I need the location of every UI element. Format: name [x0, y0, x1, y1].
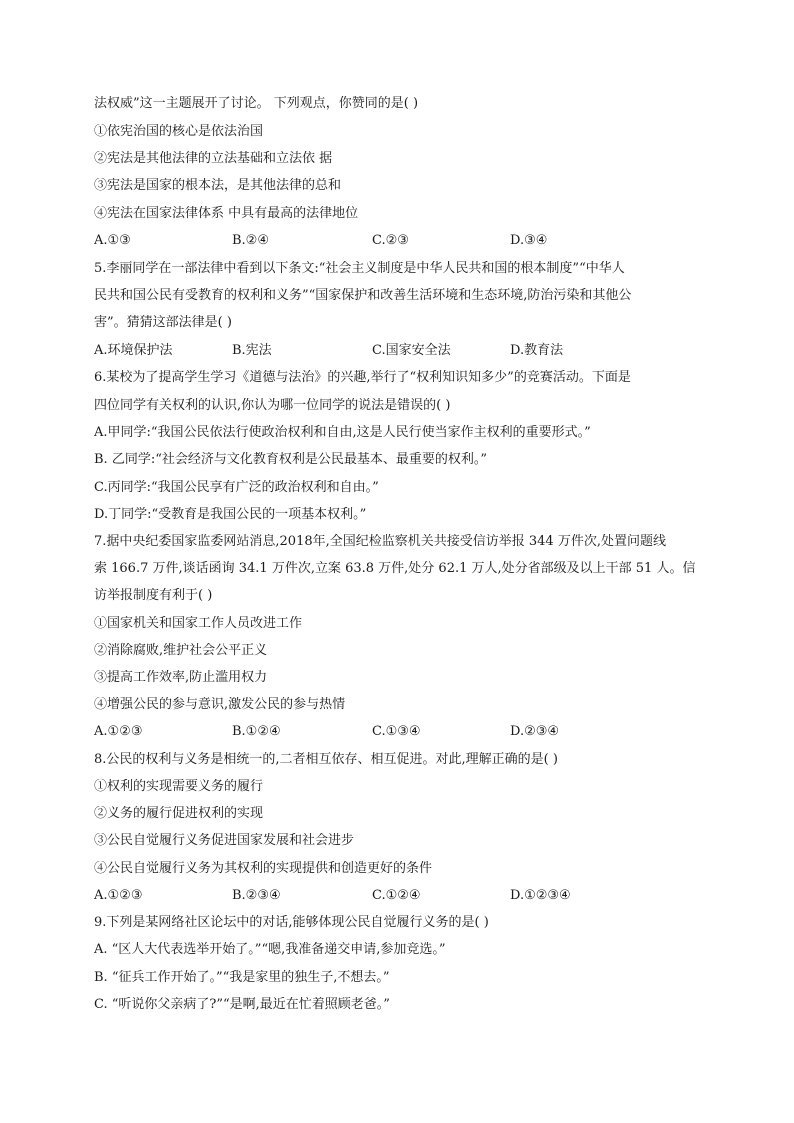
q4-option-b[interactable]: B.②④: [232, 233, 269, 248]
q4-option-c[interactable]: C.②③: [372, 233, 409, 248]
q5-option-d[interactable]: D.教育法: [510, 343, 564, 358]
q9-choice-a[interactable]: A. “区人大代表选举开始了。”“嗯,我准备递交申请,参加竞选。”: [94, 942, 446, 957]
q5-option-b[interactable]: B.宪法: [232, 343, 272, 358]
q8-statement-3: ③公民自觉履行义务促进国家发展和社会进步: [94, 833, 355, 848]
q7-option-b[interactable]: B.①②④: [232, 724, 281, 739]
q8-option-d[interactable]: D.①②③④: [510, 888, 571, 903]
q7-stem-line-2: 索 166.7 万件,谈话函询 34.1 万件次,立案 63.8 万件,处分 62.1 万人,处分省部级及以上干部 51 人。信: [94, 561, 696, 576]
q8-option-a[interactable]: A.①②③: [94, 888, 143, 903]
q8-statement-2: ②义务的履行促进权利的实现: [94, 806, 264, 821]
q9-stem: 9.下列是某网络社区论坛中的对话,能够体现公民自觉履行义务的是( ): [94, 915, 489, 930]
q7-options: [94, 724, 714, 740]
q7-statement-1: ①国家机关和国家工作人员改进工作: [94, 616, 303, 631]
q6-choice-d[interactable]: D.丁同学:“受教育是我国公民的一项基本权利。”: [94, 507, 367, 522]
q5-stem-line-2: 民共和国公民有受教育的权利和义务”“国家保护和改善生活环境和生态环境,防治污染和其他公: [94, 288, 632, 303]
q6-stem-line-1: 6.某校为了提高学生学习《道德与法治》的兴趣,举行了“权利知识知多少”的竞赛活动。下面是: [94, 370, 631, 385]
q4-statement-2: ②宪法是其他法律的立法基础和立法依 据: [94, 151, 333, 166]
q8-options: [94, 888, 714, 904]
q6-stem-line-2: 四位同学有关权利的认识,你认为哪一位同学的说法是错误的( ): [94, 398, 451, 413]
q5-stem-line-1: 5.李丽同学在一部法律中看到以下条文:“社会主义制度是中华人民共和国的根本制度”“中华人: [94, 261, 625, 276]
q8-stem: 8.公民的权利与义务是相统一的,二者相互依存、相互促进。对此,理解正确的是( ): [94, 752, 558, 767]
q6-choice-a[interactable]: A.甲同学:“我国公民依法行使政治权利和自由,这是人民行使当家作主权利的重要形式。”: [94, 425, 591, 440]
q6-choice-b[interactable]: B. 乙同学:“社会经济与文化教育权利是公民最基本、最重要的权利。”: [94, 452, 487, 467]
q5-option-a[interactable]: A.环境保护法: [94, 343, 173, 358]
question-4-stem-tail: 法权威”这一主题展开了讨论。 下列观点，你赞同的是( ): [94, 96, 419, 111]
q8-statement-1: ①权利的实现需要义务的履行: [94, 779, 264, 794]
q7-stem-line-3: 访举报制度有利于( ): [94, 588, 213, 603]
q9-choice-c[interactable]: C. “听说你父亲病了?”“是啊,最近在忙着照顾老爸。”: [94, 997, 390, 1012]
q5-options: [94, 343, 714, 359]
q4-statement-3: ③宪法是国家的根本法，是其他法律的总和: [94, 178, 342, 193]
q7-option-d[interactable]: D.②③④: [510, 724, 560, 739]
q7-option-a[interactable]: A.①②③: [94, 724, 143, 739]
q7-option-c[interactable]: C.①③④: [372, 724, 421, 739]
q5-stem-line-3: 害”。猜猜这部法律是( ): [94, 315, 232, 330]
q7-statement-2: ②消除腐败,维护社会公平正义: [94, 643, 268, 658]
q4-option-a[interactable]: A.①③: [94, 233, 131, 248]
q4-statement-1: ①依宪治国的核心是依法治国: [94, 124, 264, 139]
q8-statement-4: ④公民自觉履行义务为其权利的实现提供和创造更好的条件: [94, 861, 433, 876]
q4-options: [94, 233, 714, 249]
q6-choice-c[interactable]: C.丙同学:“我国公民享有广泛的政治权利和自由。”: [94, 480, 379, 495]
q5-option-c[interactable]: C.国家安全法: [372, 343, 451, 358]
q8-option-b[interactable]: B.②③④: [232, 888, 281, 903]
q4-statement-4: ④宪法在国家法律体系 中具有最高的法律地位: [94, 206, 359, 221]
q4-option-d[interactable]: D.③④: [510, 233, 548, 248]
q8-option-c[interactable]: C.①②④: [372, 888, 421, 903]
q7-statement-3: ③提高工作效率,防止滥用权力: [94, 670, 268, 685]
q9-choice-b[interactable]: B. “征兵工作开始了。”“我是家里的独生子,不想去。”: [94, 970, 390, 985]
q7-statement-4: ④增强公民的参与意识,激发公民的参与热情: [94, 697, 346, 712]
q7-stem-line-1: 7.据中央纪委国家监委网站消息,2018年,全国纪检监察机关共接受信访举报 344 万件次,处置问题线: [94, 534, 666, 549]
